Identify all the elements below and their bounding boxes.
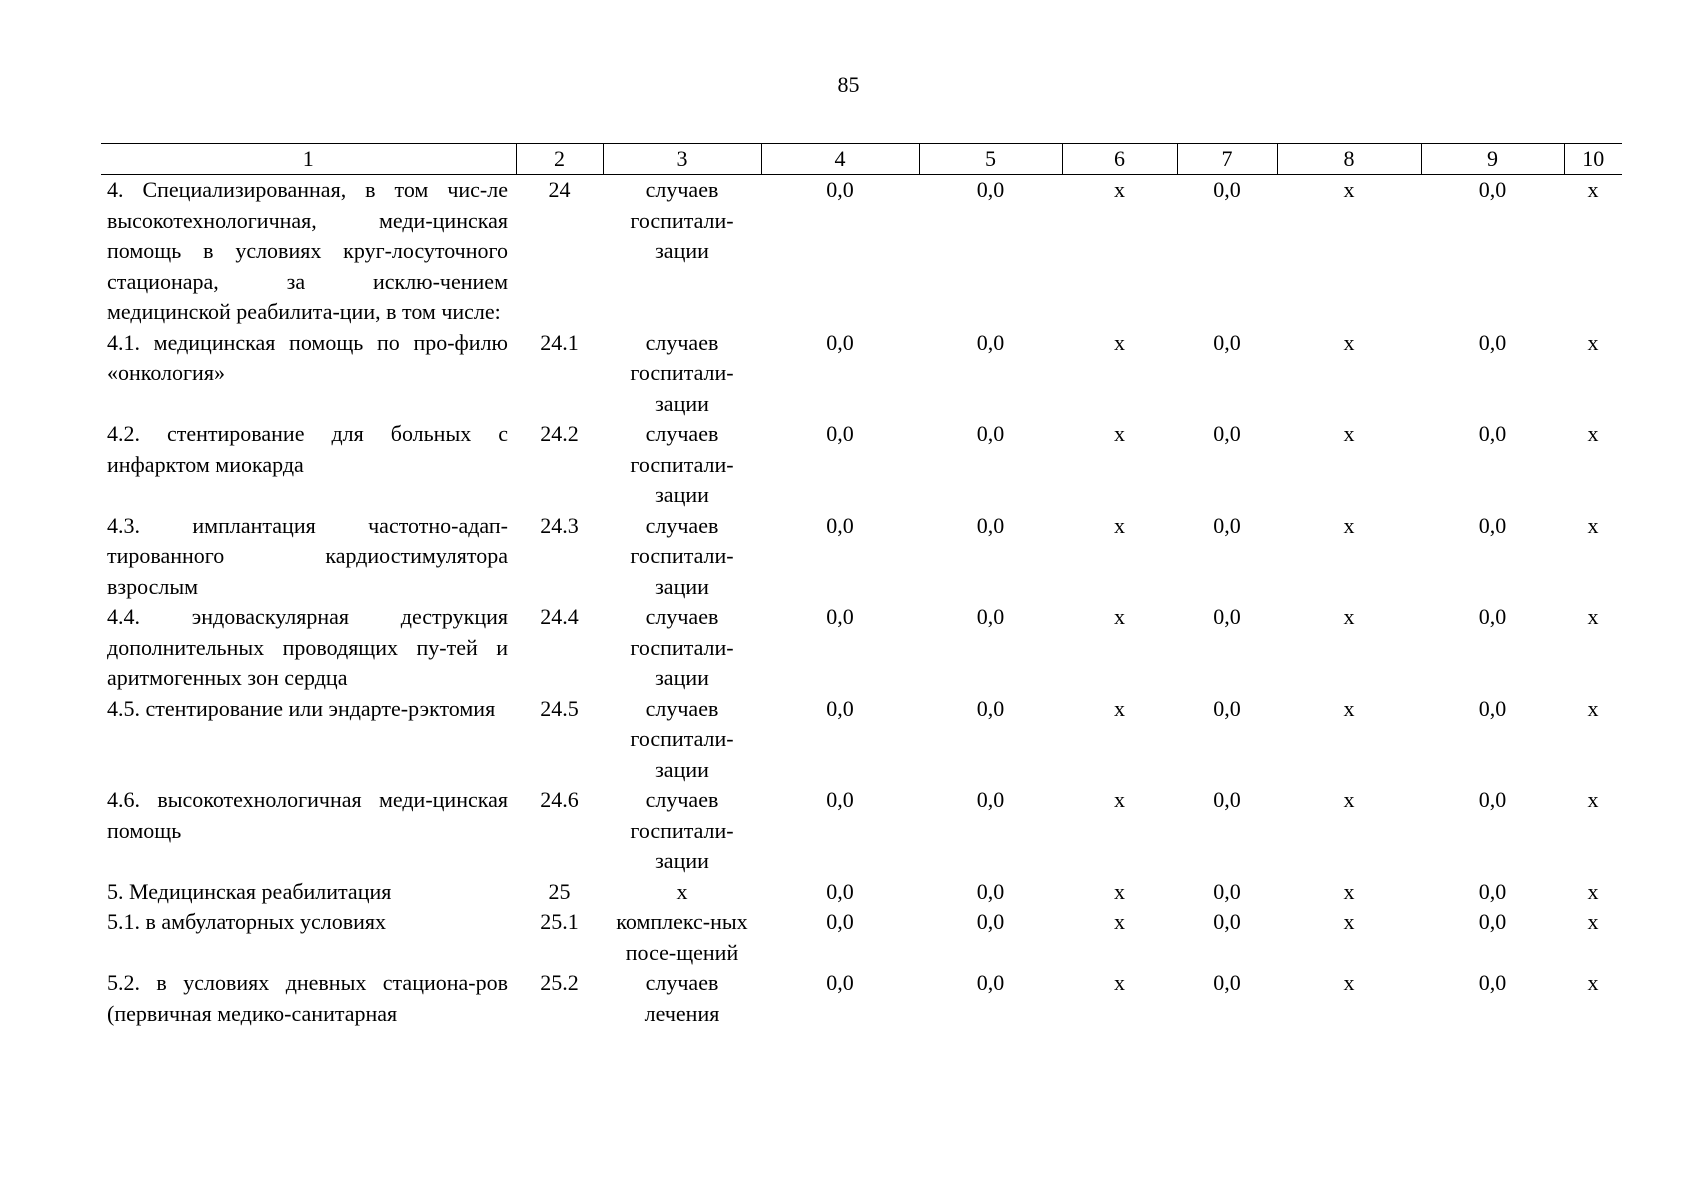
row-unit-cell: случаев госпитали-зации bbox=[630, 695, 734, 782]
value-cell: 0,0 bbox=[976, 177, 1005, 202]
value-cell: х bbox=[1114, 695, 1125, 721]
value-cell: х bbox=[1114, 970, 1125, 995]
row-unit-cell: случаев госпитали-зации bbox=[630, 329, 734, 416]
value-cell: 0,0 bbox=[1478, 604, 1507, 629]
value-cell: 0,0 bbox=[1478, 177, 1507, 202]
column-header: 5 bbox=[919, 144, 1062, 175]
column-header: 4 bbox=[761, 144, 919, 175]
table-row bbox=[101, 328, 1622, 420]
row-unit-cell: х bbox=[676, 878, 688, 904]
value-cell: х bbox=[1343, 695, 1355, 721]
table-row bbox=[101, 968, 1622, 1029]
value-cell: 0,0 bbox=[1478, 329, 1507, 355]
value-cell: 0,0 bbox=[976, 604, 1005, 629]
value-cell: 0,0 bbox=[1478, 421, 1507, 446]
value-cell: х bbox=[1343, 878, 1355, 904]
value-cell: х bbox=[1343, 329, 1355, 355]
value-cell: 0,0 bbox=[826, 604, 854, 629]
table-row bbox=[101, 175, 1622, 328]
column-header: 6 bbox=[1062, 144, 1177, 175]
value-cell: х bbox=[1587, 695, 1599, 721]
row-name-cell: 5.2. в условиях дневных стациона-ров (первичная медико-санитарная bbox=[107, 970, 508, 1026]
value-cell: х bbox=[1587, 970, 1599, 995]
value-cell: х bbox=[1343, 787, 1355, 812]
row-code-cell: 24.5 bbox=[540, 695, 579, 721]
value-cell: 0,0 bbox=[976, 909, 1005, 934]
value-cell: х bbox=[1587, 787, 1599, 812]
table-row bbox=[101, 602, 1622, 694]
value-cell: х bbox=[1114, 512, 1125, 538]
value-cell: х bbox=[1587, 604, 1599, 629]
value-cell: х bbox=[1587, 329, 1599, 355]
value-cell: х bbox=[1343, 970, 1355, 995]
value-cell: 0,0 bbox=[976, 695, 1005, 721]
value-cell: х bbox=[1587, 177, 1599, 202]
table-row bbox=[101, 907, 1622, 968]
value-cell: 0,0 bbox=[826, 512, 854, 538]
row-name-cell: 4.4. эндоваскулярная деструкция дополнительных проводящих пу-тей и аритмогенных зон сердца bbox=[107, 604, 508, 690]
column-header: 8 bbox=[1277, 144, 1421, 175]
row-name-cell: 5. Медицинская реабилитация bbox=[107, 878, 392, 904]
value-cell: 0,0 bbox=[1478, 970, 1507, 995]
value-cell: 0,0 bbox=[826, 787, 854, 812]
row-code-cell: 24.2 bbox=[540, 421, 579, 446]
row-code-cell: 25.1 bbox=[540, 909, 579, 934]
column-header: 2 bbox=[516, 144, 603, 175]
value-cell: 0,0 bbox=[826, 329, 854, 355]
column-header: 7 bbox=[1177, 144, 1277, 175]
value-cell: 0,0 bbox=[976, 970, 1005, 995]
row-name-cell: 4.1. медицинская помощь по про-филю «онкология» bbox=[107, 329, 508, 385]
value-cell: х bbox=[1114, 878, 1125, 904]
row-unit-cell: случаев госпитали-зации bbox=[630, 421, 734, 507]
value-cell: 0,0 bbox=[1478, 878, 1507, 904]
value-cell: х bbox=[1114, 604, 1125, 629]
column-header: 3 bbox=[603, 144, 761, 175]
row-name-cell: 4.3. имплантация частотно-адап-тированного кардиостимулятора взрослым bbox=[107, 512, 508, 599]
value-cell: х bbox=[1114, 177, 1125, 202]
value-cell: 0,0 bbox=[826, 695, 854, 721]
value-cell: 0,0 bbox=[826, 177, 854, 202]
column-header: 1 bbox=[101, 144, 516, 175]
row-code-cell: 24.4 bbox=[540, 604, 579, 629]
column-header: 9 bbox=[1421, 144, 1564, 175]
value-cell: 0,0 bbox=[826, 421, 854, 446]
value-cell: х bbox=[1343, 512, 1355, 538]
value-cell: 0,0 bbox=[1213, 177, 1241, 202]
value-cell: 0,0 bbox=[976, 878, 1005, 904]
value-cell: 0,0 bbox=[1478, 512, 1507, 538]
value-cell: 0,0 bbox=[826, 970, 854, 995]
value-cell: х bbox=[1114, 787, 1125, 812]
row-name-cell: 4.5. стентирование или эндарте-рэктомия bbox=[107, 695, 496, 721]
row-name-cell: 4. Специализированная, в том чис-ле высокотехнологичная, меди-цинская помощь в условиях круг-лосуточного стационара, за исклю-чением медицинской реабилита-ции, в том числе: bbox=[107, 177, 508, 324]
row-unit-cell: комплекс-ных посе-щений bbox=[616, 909, 748, 965]
value-cell: 0,0 bbox=[826, 909, 854, 934]
value-cell: х bbox=[1587, 512, 1599, 538]
value-cell: 0,0 bbox=[1213, 329, 1241, 355]
value-cell: х bbox=[1114, 329, 1125, 355]
row-unit-cell: случаев госпитали-зации bbox=[630, 512, 734, 599]
table-row bbox=[101, 877, 1622, 908]
row-code-cell: 25 bbox=[548, 878, 571, 904]
value-cell: 0,0 bbox=[1478, 787, 1507, 812]
row-code-cell: 24.1 bbox=[540, 329, 579, 355]
value-cell: х bbox=[1587, 909, 1599, 934]
value-cell: х bbox=[1114, 909, 1125, 934]
value-cell: 0,0 bbox=[826, 878, 854, 904]
data-table bbox=[101, 143, 1622, 1029]
value-cell: х bbox=[1343, 177, 1355, 202]
value-cell: х bbox=[1343, 421, 1355, 446]
value-cell: 0,0 bbox=[976, 787, 1005, 812]
header-row bbox=[101, 144, 1622, 175]
value-cell: х bbox=[1587, 878, 1599, 904]
value-cell: 0,0 bbox=[976, 421, 1005, 446]
value-cell: 0,0 bbox=[1213, 909, 1241, 934]
page-number: 85 bbox=[837, 72, 860, 97]
row-name-cell: 4.6. высокотехнологичная меди-цинская помощь bbox=[107, 787, 508, 843]
table-row bbox=[101, 785, 1622, 877]
value-cell: х bbox=[1343, 909, 1355, 934]
value-cell: 0,0 bbox=[1213, 604, 1241, 629]
table-row bbox=[101, 694, 1622, 786]
row-unit-cell: случаев госпитали-зации bbox=[630, 787, 734, 873]
value-cell: х bbox=[1114, 421, 1125, 446]
value-cell: 0,0 bbox=[1213, 421, 1241, 446]
row-code-cell: 24 bbox=[548, 177, 571, 202]
row-unit-cell: случаев госпитали-зации bbox=[630, 177, 734, 263]
row-name-cell: 4.2. стентирование для больных с инфарктом миокарда bbox=[107, 421, 508, 477]
row-code-cell: 24.6 bbox=[540, 787, 579, 812]
value-cell: 0,0 bbox=[976, 512, 1005, 538]
value-cell: 0,0 bbox=[1213, 787, 1241, 812]
row-unit-cell: случаев госпитали-зации bbox=[630, 604, 734, 690]
value-cell: 0,0 bbox=[1478, 909, 1507, 934]
table-row bbox=[101, 511, 1622, 603]
value-cell: 0,0 bbox=[1478, 695, 1507, 721]
value-cell: 0,0 bbox=[976, 329, 1005, 355]
value-cell: 0,0 bbox=[1213, 512, 1241, 538]
value-cell: 0,0 bbox=[1213, 878, 1241, 904]
value-cell: 0,0 bbox=[1213, 695, 1241, 721]
row-unit-cell: случаев лечения bbox=[644, 970, 720, 1026]
row-name-cell: 5.1. в амбулаторных условиях bbox=[107, 909, 387, 934]
table-row bbox=[101, 419, 1622, 511]
row-code-cell: 24.3 bbox=[540, 512, 579, 538]
value-cell: х bbox=[1343, 604, 1355, 629]
value-cell: 0,0 bbox=[1213, 970, 1241, 995]
value-cell: х bbox=[1587, 421, 1599, 446]
column-header: 10 bbox=[1564, 144, 1622, 175]
row-code-cell: 25.2 bbox=[540, 970, 579, 995]
